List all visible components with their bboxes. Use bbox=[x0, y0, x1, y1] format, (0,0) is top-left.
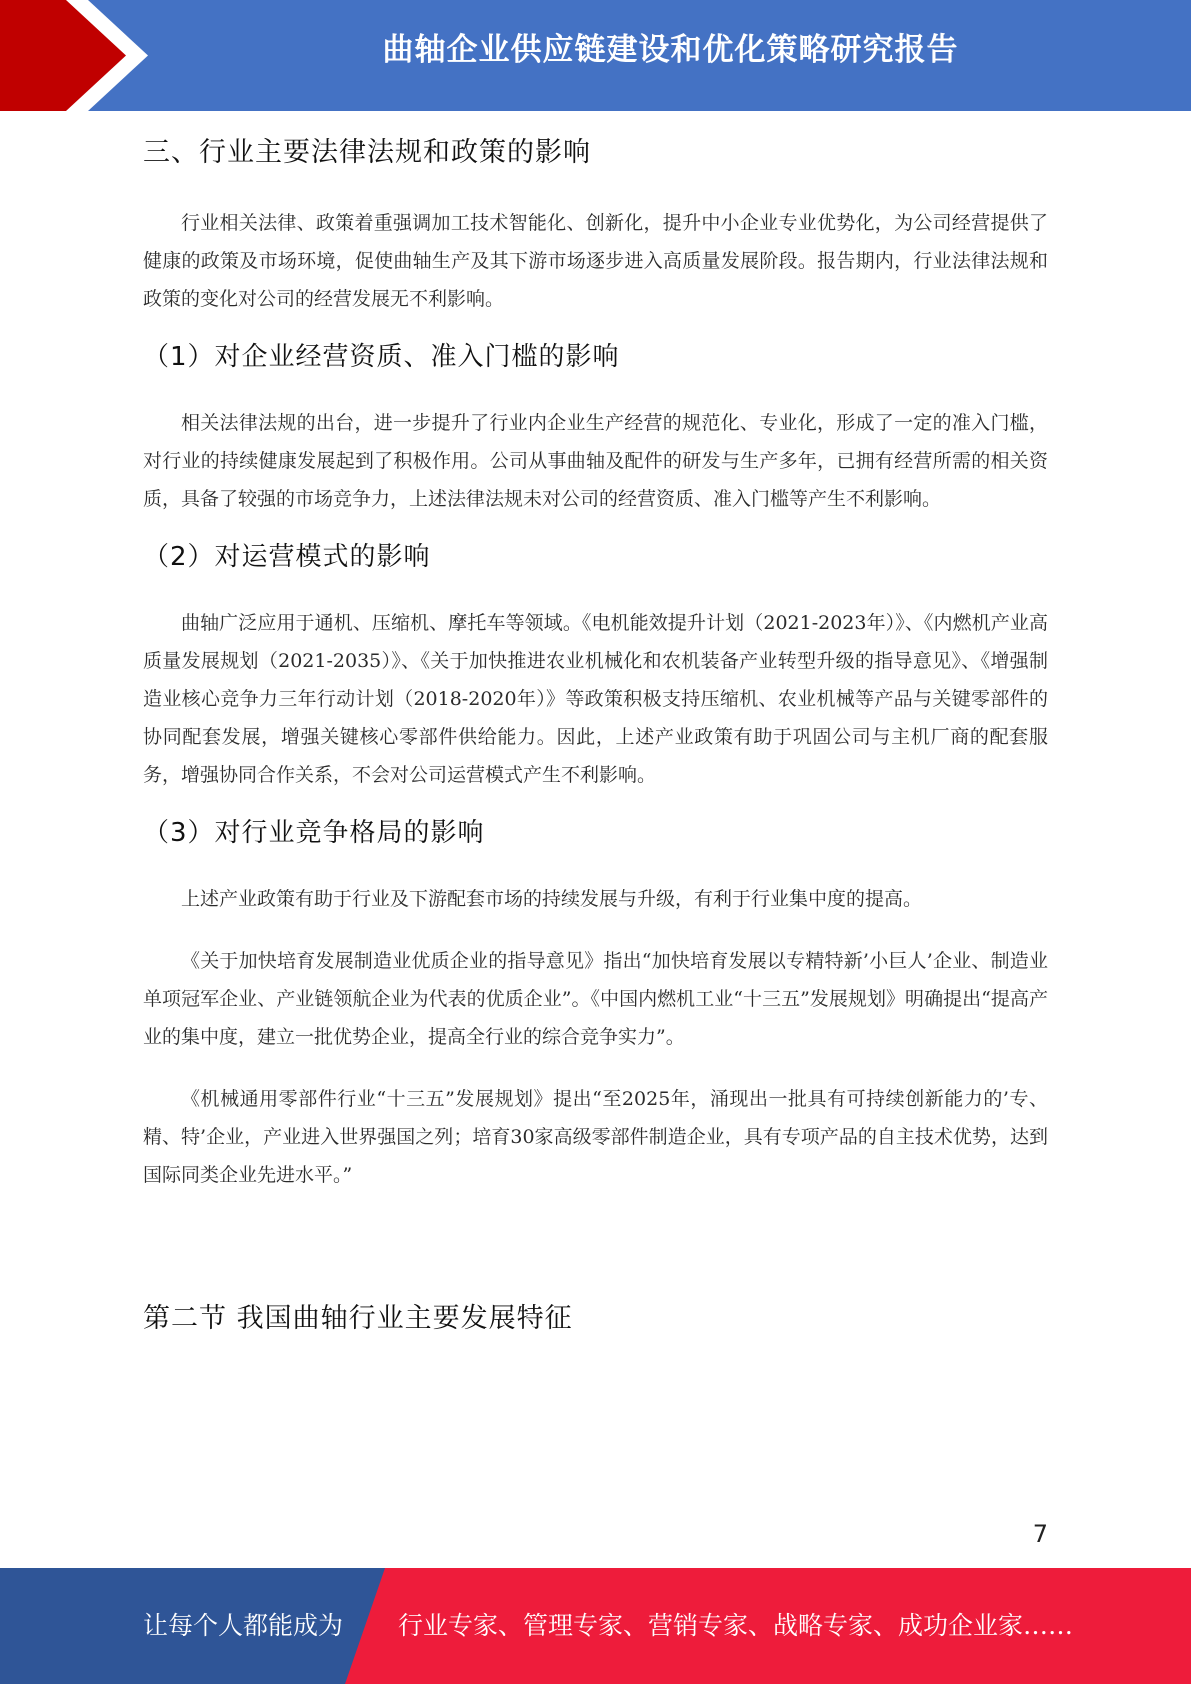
header-arrow-icon bbox=[0, 0, 160, 111]
subheading-competition: （3）对行业竞争格局的影响 bbox=[143, 818, 485, 848]
paragraph-qualification: 相关法律法规的出台，进一步提升了行业内企业生产经营的规范化、专业化，形成了一定的准入门槛，对行业的持续健康发展起到了积极作用。公司从事曲轴及配件的研发与生产多年，已拥有经营所需的相关资质，具备了较强的市场竞争力，上述法律法规未对公司的经营资质、准入门槛等产生不利影响。 bbox=[143, 412, 1048, 510]
footer-slogan-right: 行业专家、管理专家、营销专家、战略专家、成功企业家…… bbox=[398, 1611, 1074, 1640]
paragraph-competition-1: 上述产业政策有助于行业及下游配套市场的持续发展与升级，有利于行业集中度的提高。 bbox=[181, 888, 923, 910]
paragraph-competition-3: 《机械通用零部件行业“十三五”发展规划》提出“至2025年，涌现出一批具有可持续创新能力的’专、精、特’企业，产业进入世界强国之列；培育30家高级零部件制造企业，具有专项产品的自主技术优势，达到国际同类企业先进水平。” bbox=[143, 1088, 1048, 1186]
header-title: 曲轴企业供应链建设和优化策略研究报告 bbox=[382, 32, 959, 68]
subheading-qualification: （1）对企业经营资质、准入门槛的影响 bbox=[143, 342, 620, 372]
page-footer bbox=[0, 1568, 1191, 1684]
section-heading-laws: 三、行业主要法律法规和政策的影响 bbox=[143, 137, 591, 168]
paragraph-competition-2: 《关于加快培育发展制造业优质企业的指导意见》指出“加快培育发展以专精特新’小巨人’企业、制造业单项冠军企业、产业链领航企业为代表的优质企业”。《中国内燃机工业“十三五”发展规划》明确提出“提高产业的集中度，建立一批优势企业，提高全行业的综合竞争实力”。 bbox=[143, 950, 1048, 1048]
page-number: 7 bbox=[1032, 1520, 1048, 1548]
paragraph-operation-mode: 曲轴广泛应用于通机、压缩机、摩托车等领域。《电机能效提升计划（2021-2023年）》、《内燃机产业高质量发展规划（2021-2035）》、《关于加快推进农业机械化和农机装备产业转型升级的指导意见》、《增强制造业核心竞争力三年行动计划（2018-2020年）》等政策积极支持压缩机、农业机械等产品与关键零部件的协同配套发展，增强关键核心零部件供给能力。因此，上述产业政策有助于巩固公司与主机厂商的配套服务，增强协同合作关系，不会对公司运营模式产生不利影响。 bbox=[143, 612, 1048, 786]
chapter-section-heading: 第二节 我国曲轴行业主要发展特征 bbox=[143, 1303, 573, 1334]
page-header bbox=[0, 0, 1191, 111]
main-content bbox=[143, 128, 1048, 1335]
footer-slogan-left: 让每个人都能成为 bbox=[143, 1611, 344, 1640]
subheading-operation-mode: （2）对运营模式的影响 bbox=[143, 542, 431, 572]
paragraph-laws-intro: 行业相关法律、政策着重强调加工技术智能化、创新化，提升中小企业专业优势化，为公司经营提供了健康的政策及市场环境，促使曲轴生产及其下游市场逐步进入高质量发展阶段。报告期内，行业法律法规和政策的变化对公司的经营发展无不利影响。 bbox=[143, 212, 1048, 310]
